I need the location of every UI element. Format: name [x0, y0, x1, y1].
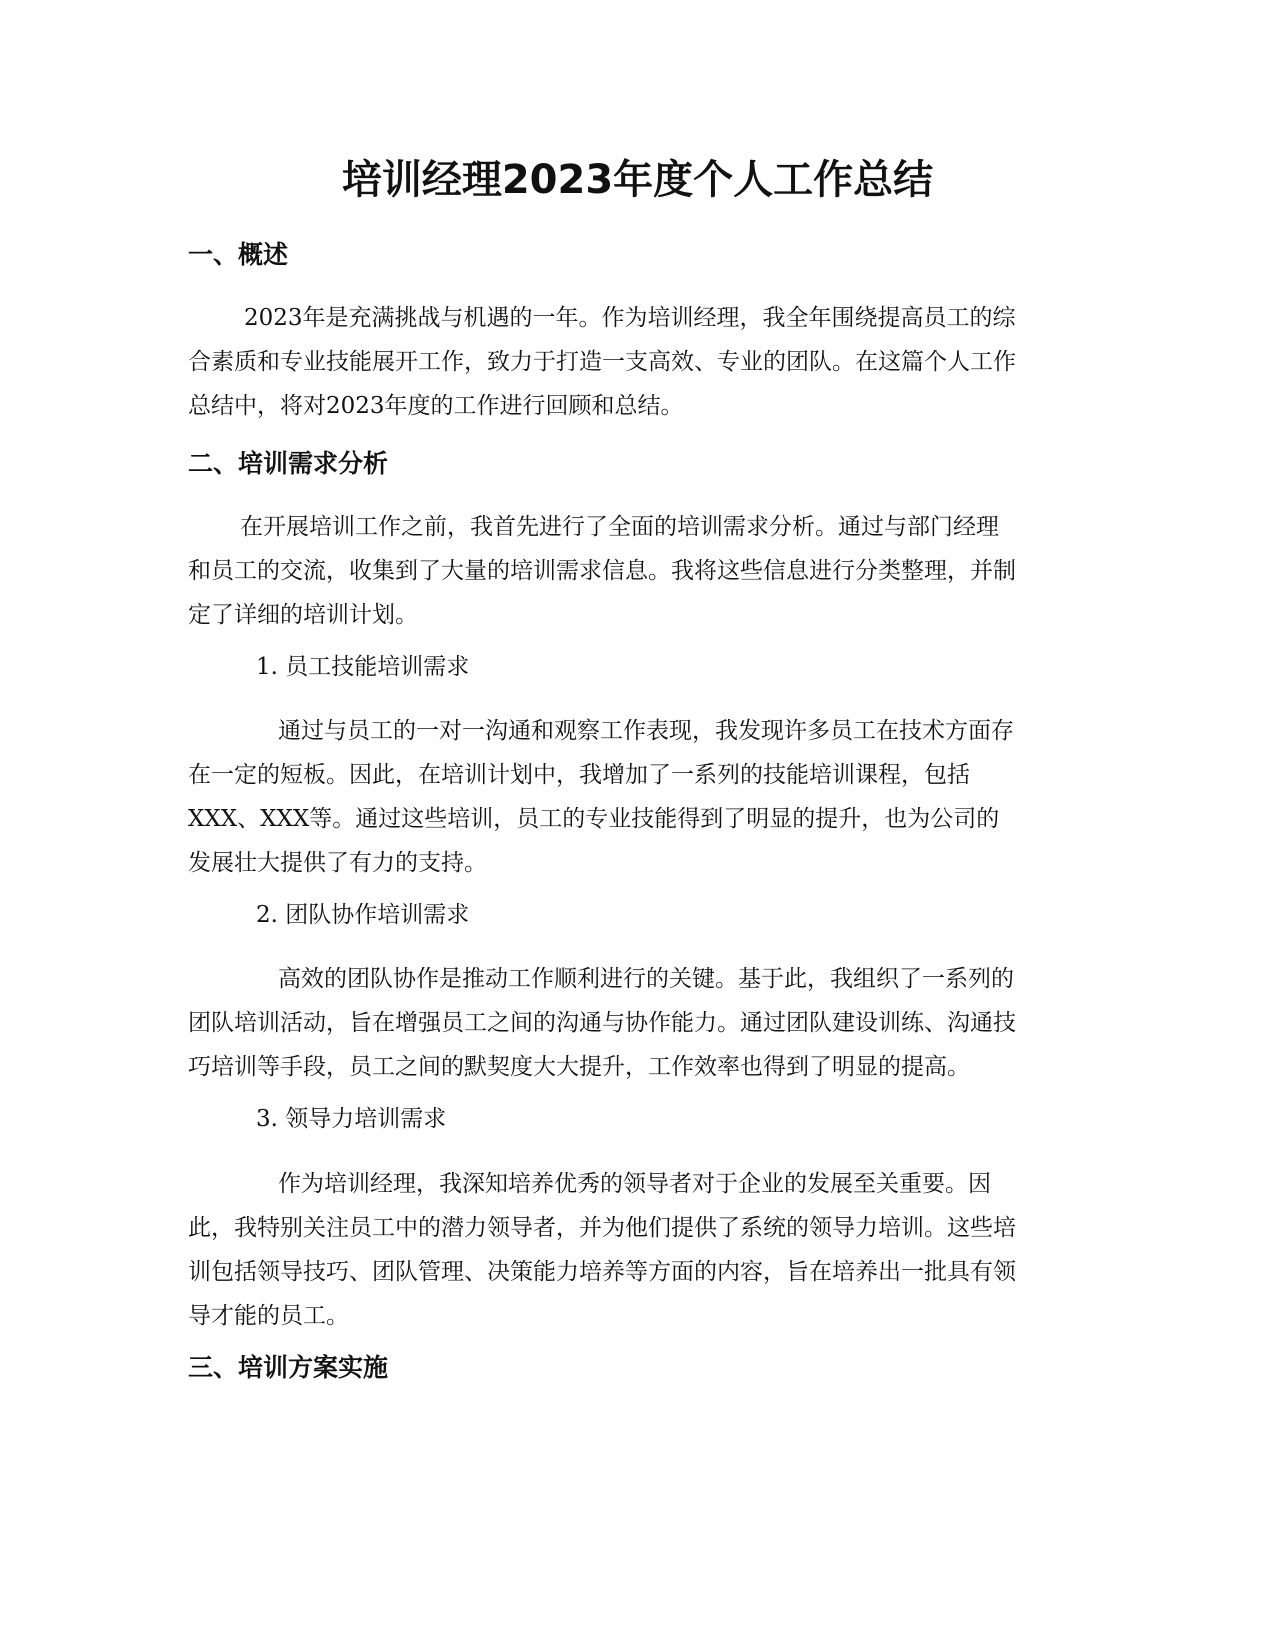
section-heading-training-needs: 二、培训需求分析	[188, 449, 389, 478]
paragraph-line: 高效的团队协作是推动工作顺利进行的关键。基于此，我组织了一系列的	[278, 966, 1014, 992]
item-label-teamwork: 2. 团队协作培训需求	[256, 902, 470, 928]
paragraph-line: 作为培训经理，我深知培养优秀的领导者对于企业的发展至关重要。因	[278, 1171, 991, 1197]
paragraph-line: 和员工的交流，收集到了大量的培训需求信息。我将这些信息进行分类整理，并制	[188, 558, 1016, 584]
paragraph-line: 团队培训活动，旨在增强员工之间的沟通与协作能力。通过团队建设训练、沟通技	[188, 1010, 1016, 1036]
item-label-leadership: 3. 领导力培训需求	[256, 1106, 447, 1132]
overview-paragraph	[188, 296, 1088, 428]
leadership-paragraph	[188, 1162, 1088, 1338]
document-title: 培训经理2023年度个人工作总结	[341, 157, 934, 203]
paragraph-line: 导才能的员工。	[188, 1303, 349, 1329]
training-needs-paragraph	[188, 505, 1088, 637]
paragraph-line: 训包括领导技巧、团队管理、决策能力培养等方面的内容，旨在培养出一批具有领	[188, 1259, 1016, 1285]
paragraph-line: 在开展培训工作之前，我首先进行了全面的培训需求分析。通过与部门经理	[240, 514, 999, 540]
item-label-skills: 1. 员工技能培训需求	[256, 654, 470, 680]
section-heading-implementation: 三、培训方案实施	[188, 1353, 389, 1382]
paragraph-line: 此，我特别关注员工中的潜力领导者，并为他们提供了系统的领导力培训。这些培	[188, 1215, 1016, 1241]
paragraph-line: 发展壮大提供了有力的支持。	[188, 850, 487, 876]
section-heading-overview: 一、概述	[188, 240, 289, 269]
paragraph-line: 定了详细的培训计划。	[188, 602, 418, 628]
paragraph-line: 在一定的短板。因此，在培训计划中，我增加了一系列的技能培训课程，包括	[188, 762, 970, 788]
paragraph-line: 合素质和专业技能展开工作，致力于打造一支高效、专业的团队。在这篇个人工作	[188, 349, 1016, 375]
teamwork-paragraph	[188, 957, 1088, 1089]
skills-paragraph	[188, 709, 1088, 885]
paragraph-line: 巧培训等手段，员工之间的默契度大大提升，工作效率也得到了明显的提高。	[188, 1054, 970, 1080]
paragraph-line: 2023年是充满挑战与机遇的一年。作为培训经理，我全年围绕提高员工的综	[244, 305, 1016, 331]
paragraph-line: 总结中，将对2023年度的工作进行回顾和总结。	[188, 393, 684, 419]
paragraph-line: XXX、XXX等。通过这些培训，员工的专业技能得到了明显的提升，也为公司的	[188, 806, 1000, 832]
paragraph-line: 通过与员工的一对一沟通和观察工作表现，我发现许多员工在技术方面存	[278, 718, 1014, 744]
